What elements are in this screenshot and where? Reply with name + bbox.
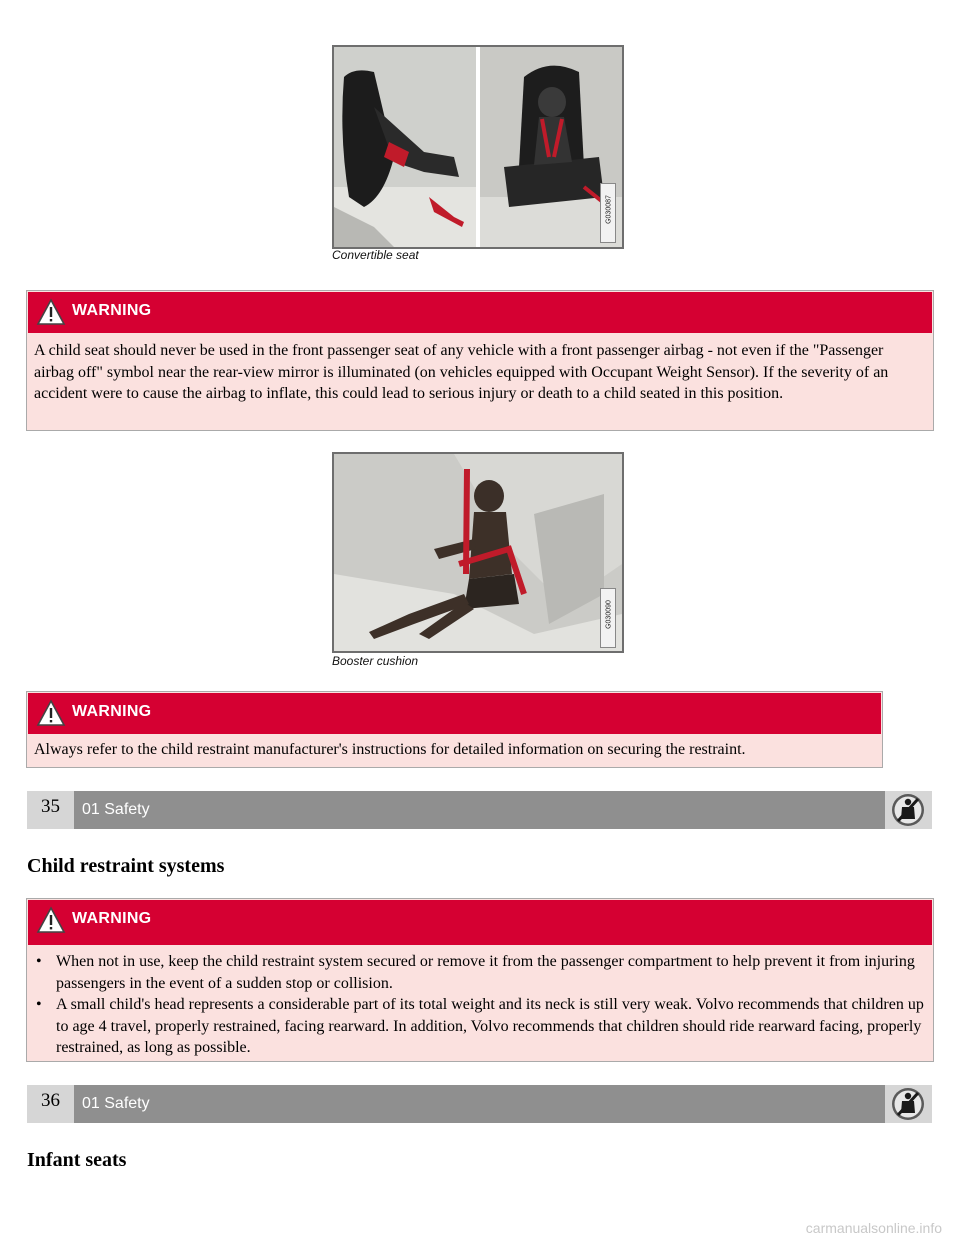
section-heading: Child restraint systems — [27, 855, 225, 877]
warning-header — [28, 900, 932, 945]
warning-list-item: • When not in use, keep the child restraint system secured or remove it from the passenger compartment to help prevent it from injuring passengers in the event of a sudden stop or collision. — [36, 953, 915, 992]
section-icon-tab — [885, 1085, 932, 1123]
warning-box-child-restraint — [26, 898, 934, 1062]
warning-box-manufacturer-instructions — [26, 691, 883, 768]
seatbelt-occupant-icon — [890, 793, 926, 827]
warning-title: WARNING — [72, 910, 152, 927]
figure-code-label: G030087 — [600, 183, 616, 243]
warning-header — [28, 693, 881, 734]
figure-caption: Convertible seat — [332, 248, 419, 262]
section-heading: Infant seats — [27, 1149, 127, 1171]
warning-text: A child seat should never be used in the front passenger seat of any vehicle with a front passenger airbag - not even if the "Passenger airbag off" symbol near the rear-view mirror is illuminated (on vehicles equipped with Occupant Weight Sensor). If the severity of an accident were to cause the airbag to inflate, this could lead to serious injury or death to a child seated in this position. — [34, 342, 889, 402]
page-number: 35 — [27, 791, 74, 829]
figure-convertible-seat — [332, 45, 624, 265]
warning-triangle-icon — [36, 298, 66, 326]
watermark: carmanualsonline.info — [805, 1220, 942, 1236]
figure-caption: Booster cushion — [332, 654, 419, 668]
booster-cushion-photo — [332, 452, 624, 653]
convertible-seat-photo — [332, 45, 624, 249]
warning-triangle-icon — [36, 906, 66, 934]
warning-triangle-icon — [36, 699, 66, 727]
section-icon-tab — [885, 791, 932, 829]
seatbelt-occupant-icon — [890, 1087, 926, 1121]
bullet-icon: • — [36, 996, 42, 1013]
section-title: 01 Safety — [82, 801, 150, 818]
warning-title: WARNING — [72, 703, 152, 720]
figure-code-label: G030090 — [600, 588, 616, 648]
page-header-bar — [27, 1085, 932, 1123]
section-title: 01 Safety — [82, 1095, 150, 1112]
page-number: 36 — [27, 1085, 74, 1123]
warning-list — [34, 951, 925, 1059]
bullet-icon: • — [36, 953, 42, 970]
warning-title: WARNING — [72, 302, 152, 319]
booster-cushion-illustration — [334, 454, 622, 651]
warning-list-item: • A small child's head represents a considerable part of its total weight and its neck is still very weak. Volvo recommends that children up to age 4 travel, properly restrained, facing rearward. In addition, Volvo recommends that children should ride rearward facing, properly restrained, as long as possible. — [36, 996, 924, 1056]
warning-header — [28, 292, 932, 333]
convertible-seat-illustration — [334, 47, 622, 247]
warning-box-front-seat — [26, 290, 934, 431]
figure-booster-cushion — [332, 452, 624, 674]
warning-text: Always refer to the child restraint manufacturer's instructions for detailed information on securing the restraint. — [34, 741, 746, 758]
page-header-bar — [27, 791, 932, 829]
